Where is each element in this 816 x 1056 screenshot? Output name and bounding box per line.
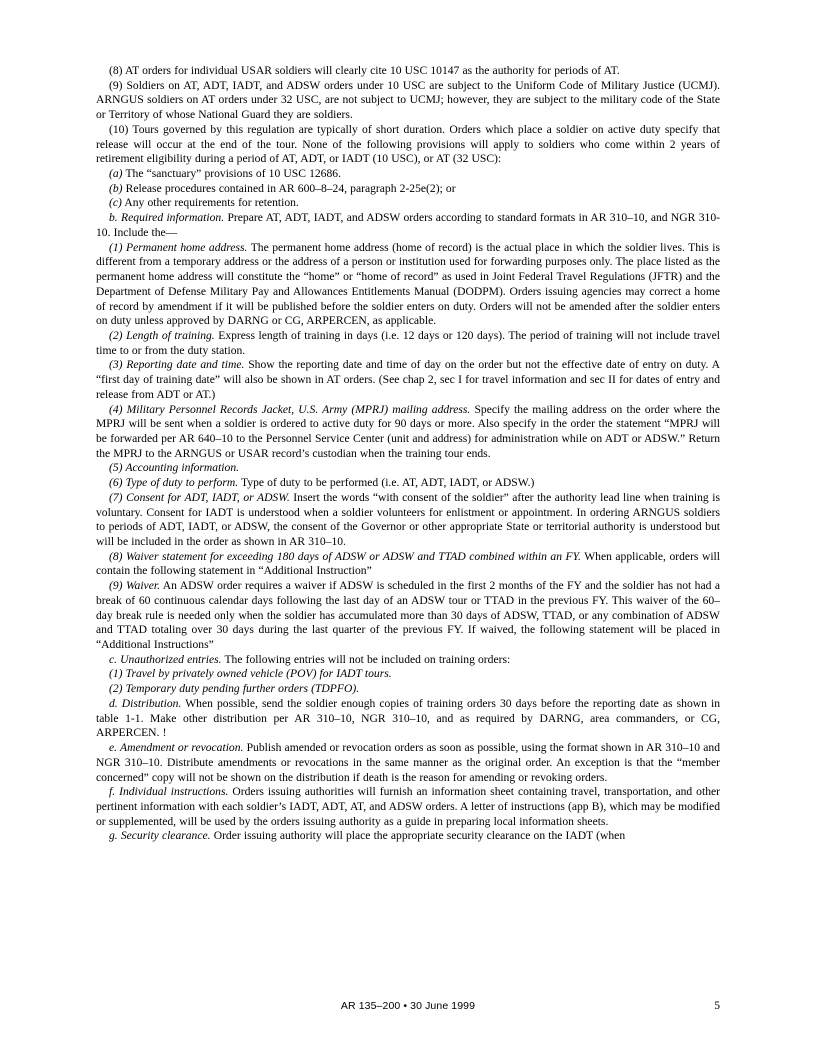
paragraph-lead-in: (2) Length of training.	[109, 328, 215, 342]
paragraph-lead-in: (7) Consent for ADT, IADT, or ADSW.	[109, 490, 290, 504]
paragraph-body: (8) AT orders for individual USAR soldiers will clearly cite 10 USC 10147 as the authority for periods of AT.	[109, 64, 620, 77]
paragraph-lead-in: d. Distribution.	[109, 696, 182, 710]
paragraph-2-tdpfo	[96, 682, 720, 697]
paragraph-body: Prepare AT, ADT, IADT, and ADSW orders according to standard formats in AR 310–10, and NGR 310-10. Include the—	[96, 211, 720, 239]
paragraph-body: Insert the words “with consent of the soldier” after the authority lead line when training is voluntary. Consent for IADT is understood when a soldier volunteers for enlistment or appointment. In ordering ARNGUS soldiers to periods of ADT, IADT, or ADSW, the consent of the Governor or other appropriate State or territorial authority is understood but will be included in the order as shown in AR 310–10.	[96, 490, 720, 548]
paragraph-lead-in: (1) Travel by privately owned vehicle (POV) for IADT tours.	[109, 667, 392, 681]
paragraph-body: Specify the mailing address on the order where the MPRJ will be sent when a soldier is ordered to active duty for 90 days or more. Also specify in the order the statement “MPRJ will be forwarded per AR 640–10 to the Personnel Service Center (unit and address) for administration while on ADT or ADSW.” Return the MPRJ to the ARNGUS or USAR record’s custodian when the training tour ends.	[96, 402, 720, 460]
paragraph-9-soldiers-ucmj	[96, 79, 720, 123]
paragraph-4-mprj-mailing-address	[96, 403, 720, 462]
paragraph-1-travel-pov	[96, 667, 720, 682]
paragraph-8-waiver-statement	[96, 550, 720, 579]
paragraph-1-permanent-home-address	[96, 241, 720, 329]
paragraph-6-type-of-duty	[96, 476, 720, 491]
paragraph-d-distribution	[96, 697, 720, 741]
paragraph-body: Orders issuing authorities will furnish an information sheet containing travel, transportation, and other pertinent information with each soldier’s IADT, ADT, AT, and ADSW orders. A letter of instructions (app B), which may be modified or supplemented, will be used by the orders issuing authority as a guide in preparing local information sheets.	[96, 785, 721, 828]
paragraph-lead-in: (a)	[109, 167, 123, 181]
paragraph-3-reporting-date-and-time	[96, 358, 720, 402]
paragraph-lead-in: (5) Accounting information.	[109, 461, 240, 475]
paragraph-b-required-information	[96, 211, 720, 240]
paragraph-body: When possible, send the soldier enough copies of training orders 30 days before the reporting date as shown in table 1-1. Make other distribution per AR 310–10, NGR 310–10, and as required by DARNG, area commanders, or CG, ARPERCEN. !	[96, 696, 721, 740]
paragraph-lead-in: (1) Permanent home address.	[109, 240, 248, 254]
paragraph-e-amendment-or-revocation	[96, 741, 720, 785]
paragraph-lead-in: c. Unauthorized entries.	[109, 652, 222, 666]
paragraph-body: The following entries will not be included on training orders:	[221, 652, 511, 666]
paragraph-lead-in: (6) Type of duty to perform.	[109, 476, 239, 490]
paragraph-body: The “sanctuary” provisions of 10 USC 12686.	[122, 167, 341, 181]
paragraph-c-unauthorized-entries	[96, 653, 720, 668]
paragraph-body: Show the reporting date and time of day on the order but not the effective date of entry on duty. A “first day of training date” will also be shown in AT orders. (See chap 2, sec I for travel information and sec II for dates of entry and release from ADT or AT.)	[96, 358, 720, 401]
paragraph-2-length-of-training	[96, 329, 720, 358]
paragraph-body: Type of duty to be performed (i.e. AT, ADT, IADT, or ADSW.)	[238, 476, 535, 490]
page-footer	[96, 1000, 720, 1016]
paragraph-lead-in: f. Individual instructions.	[109, 785, 229, 799]
paragraph-8-at-orders	[96, 64, 720, 79]
paragraph-lead-in: (c)	[109, 196, 122, 210]
paragraph-body: When applicable, orders will contain the following statement in “Additional Instruction”	[96, 549, 721, 578]
footer-document-reference: AR 135–200 • 30 June 1999	[340, 1000, 476, 1012]
paragraph-body: Release procedures contained in AR 600–8–24, paragraph 2-25e(2); or	[122, 181, 456, 195]
paragraph-g-security-clearance	[96, 829, 720, 844]
paragraph-c-retention	[96, 196, 720, 211]
paragraph-lead-in: (2) Temporary duty pending further orders (TDPFO).	[109, 682, 360, 696]
paragraph-body: The permanent home address (home of record) is the actual place in which the soldier lives. This is different from a temporary address or the address of a person or institution used for forwarding purposes only. The place listed as the permanent home address will constitute the “home” or “home of record” as used in Joint Federal Travel Regulations (JFTR) and the Department of Defense Military Pay and Allowances Entitlements Manual (DODPM). Orders issuing agencies may correct a home of record by amendment if it will be published before the soldier enters on duty. Orders will not be amended after the soldier enters on duty unless approved by DARNG or CG, ARPERCEN, as applicable.	[96, 240, 720, 328]
paragraph-body: Publish amended or revocation orders as soon as possible, using the format shown in AR 310–10 and NGR 310–10. Distribute amendments or revocations in the same manner as the original order. An exception is that the “member concerned” copy will not be shown on the distribution if death is the reason for amending or revoking orders.	[96, 741, 720, 784]
paragraph-5-accounting-information	[96, 461, 720, 476]
paragraph-lead-in: (b)	[109, 181, 123, 195]
paragraph-body: An ADSW order requires a waiver if ADSW is scheduled in the first 2 months of the FY and the soldier has not had a break of 60 continuous calendar days following the last day of an ADSW tour or TTAD in the previous FY. This waiver of the 60–day break rule is needed only when the soldier has accumulated more than 30 days of ADSW, TTAD, or any combination of ADSW and TTAD totaling over 30 days during the last quarter of the previous FY. If waived, the following statement will be placed in “Additional Instructions”	[96, 579, 720, 652]
paragraph-7-consent	[96, 491, 720, 550]
paragraph-lead-in: g. Security clearance.	[109, 829, 211, 843]
paragraph-body: Any other requirements for retention.	[121, 196, 299, 210]
paragraph-f-individual-instructions	[96, 785, 720, 829]
body-text-column	[96, 64, 720, 844]
paragraph-lead-in: (8) Waiver statement for exceeding 180 days of ADSW or ADSW and TTAD combined within an FY.	[109, 549, 581, 563]
paragraph-b-release-procedures	[96, 182, 720, 197]
paragraph-lead-in: (3) Reporting date and time.	[109, 358, 245, 372]
paragraph-lead-in: b. Required information.	[109, 211, 225, 225]
paragraph-a-sanctuary	[96, 167, 720, 182]
paragraph-body: Order issuing authority will place the appropriate security clearance on the IADT (when	[210, 829, 626, 843]
paragraph-9-waiver	[96, 579, 720, 653]
paragraph-10-tours	[96, 123, 720, 167]
paragraph-lead-in: e. Amendment or revocation.	[109, 741, 244, 755]
paragraph-body: Express length of training in days (i.e. 12 days or 120 days). The period of training will not include travel time to or from the duty station.	[96, 328, 720, 357]
paragraph-lead-in: (4) Military Personnel Records Jacket, U.S. Army (MPRJ) mailing address.	[109, 402, 471, 416]
paragraph-body: (10) Tours governed by this regulation are typically of short duration. Orders which place a soldier on active duty specify that release will occur at the end of the tour. None of the following provisions will apply to soldiers who come within 2 years of retirement eligibility during a period of AT, ADT, or IADT (10 USC), or AT (32 USC):	[96, 122, 720, 166]
paragraph-lead-in: (9) Waiver.	[109, 579, 160, 593]
footer-page-number: 5	[714, 999, 720, 1012]
paragraph-body: (9) Soldiers on AT, ADT, IADT, and ADSW orders under 10 USC are subject to the Uniform Code of Military Justice (UCMJ). ARNGUS soldiers on AT orders under 32 USC, are not subject to UCMJ; however, they are subject to the military code of the State or Territory of whose National Guard they are soldiers.	[96, 78, 720, 122]
